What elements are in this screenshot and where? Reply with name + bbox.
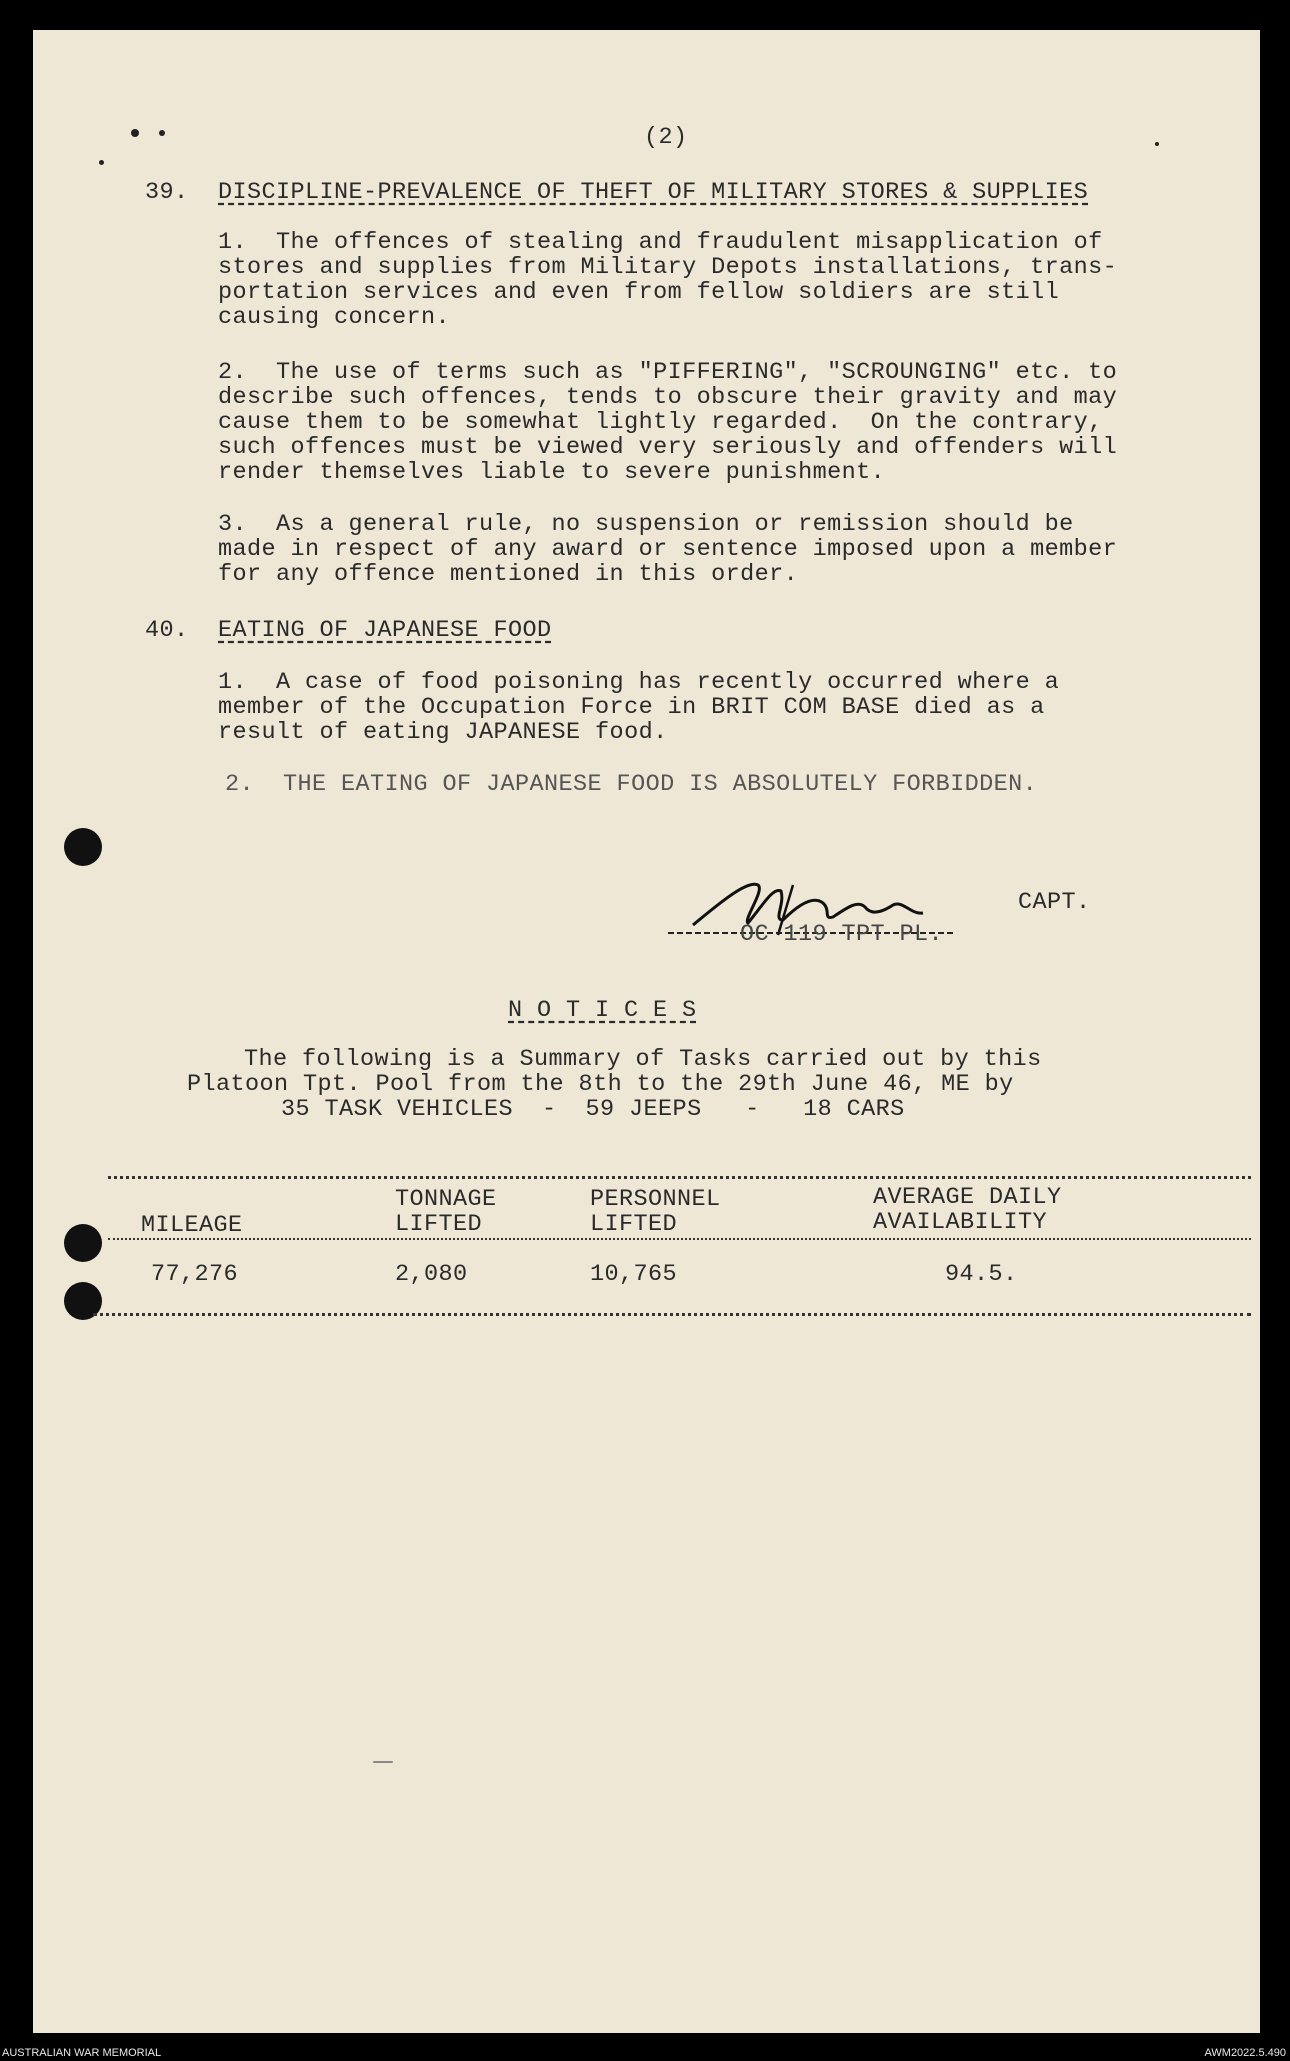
document-page — [33, 30, 1260, 2033]
text-line: result of eating JAPANESE food. — [218, 719, 668, 746]
punch-hole — [64, 1224, 102, 1262]
text-line: 3. As a general rule, no suspension or remission should be — [218, 511, 1074, 538]
smudge-mark — [373, 1761, 393, 1763]
column-header-line: AVERAGE DAILY — [873, 1184, 1062, 1211]
ink-speck — [1155, 142, 1159, 146]
column-header-line: PERSONNEL — [590, 1186, 721, 1213]
text-line: describe such offences, tends to obscure their gravity and may — [218, 384, 1118, 411]
text-line: portation services and even from fellow soldiers are still — [218, 279, 1060, 306]
column-header-line: LIFTED — [590, 1211, 678, 1238]
item-39-heading: DISCIPLINE-PREVALENCE OF THEFT OF MILITARY STORES & SUPPLIES — [218, 179, 1089, 206]
text-line: member of the Occupation Force in BRIT COM BASE died as a — [218, 694, 1045, 721]
punch-hole — [64, 828, 102, 866]
text-line: render themselves liable to severe punishment. — [218, 459, 886, 486]
notices-heading: N O T I C E S — [508, 997, 697, 1024]
signature-rank: CAPT. — [1018, 889, 1091, 916]
notices-summary-line: The following is a Summary of Tasks carried out by this — [244, 1046, 1042, 1073]
column-header-line: LIFTED — [395, 1211, 483, 1238]
column-header-line: TONNAGE — [395, 1186, 497, 1213]
table-bottom-rule — [93, 1313, 1251, 1316]
item-40-paragraph-2: 2. THE EATING OF JAPANESE FOOD IS ABSOLUTELY FORBIDDEN. — [225, 771, 1038, 798]
text-line: 1. The offences of stealing and fraudulent misapplication of — [218, 229, 1103, 256]
notices-summary-line: Platoon Tpt. Pool from the 8th to the 29th June 46, ME by — [187, 1071, 1014, 1098]
text-line: 2. The use of terms such as "PIFFERING", "SCROUNGING" etc. to — [218, 359, 1118, 386]
column-header-line: AVAILABILITY — [873, 1209, 1048, 1236]
item-40-number: 40. — [145, 617, 189, 644]
ink-speck — [131, 129, 139, 137]
text-line: 1. A case of food poisoning has recently occurred where a — [218, 669, 1060, 696]
item-39-number: 39. — [145, 179, 189, 206]
table-cell: 10,765 — [590, 1261, 678, 1288]
ink-speck — [159, 130, 165, 136]
signature-title: OC 119 TPT PL. — [740, 921, 944, 948]
table-cell: 94.5. — [945, 1261, 1018, 1288]
item-40-heading: EATING OF JAPANESE FOOD — [218, 617, 552, 644]
text-line: such offences must be viewed very seriously and offenders will — [218, 434, 1118, 461]
table-top-rule — [108, 1176, 1251, 1179]
text-line: cause them to be somewhat lightly regarded. On the contrary, — [218, 409, 1103, 436]
column-header-line: MILEAGE — [141, 1212, 243, 1239]
table-cell: 77,276 — [151, 1261, 239, 1288]
table-header-rule — [108, 1238, 1251, 1240]
footer-right: AWM2022.5.490 — [1204, 2047, 1286, 2059]
page-number: (2) — [644, 124, 688, 151]
notices-summary-line: 35 TASK VEHICLES - 59 JEEPS - 18 CARS — [281, 1096, 905, 1123]
ink-speck — [99, 160, 104, 165]
text-line: causing concern. — [218, 304, 451, 331]
text-line: for any offence mentioned in this order. — [218, 561, 799, 588]
footer-left: AUSTRALIAN WAR MEMORIAL — [2, 2047, 162, 2059]
text-line: made in respect of any award or sentence imposed upon a member — [218, 536, 1118, 563]
table-cell: 2,080 — [395, 1261, 468, 1288]
text-line: stores and supplies from Military Depots installations, trans- — [218, 254, 1118, 281]
